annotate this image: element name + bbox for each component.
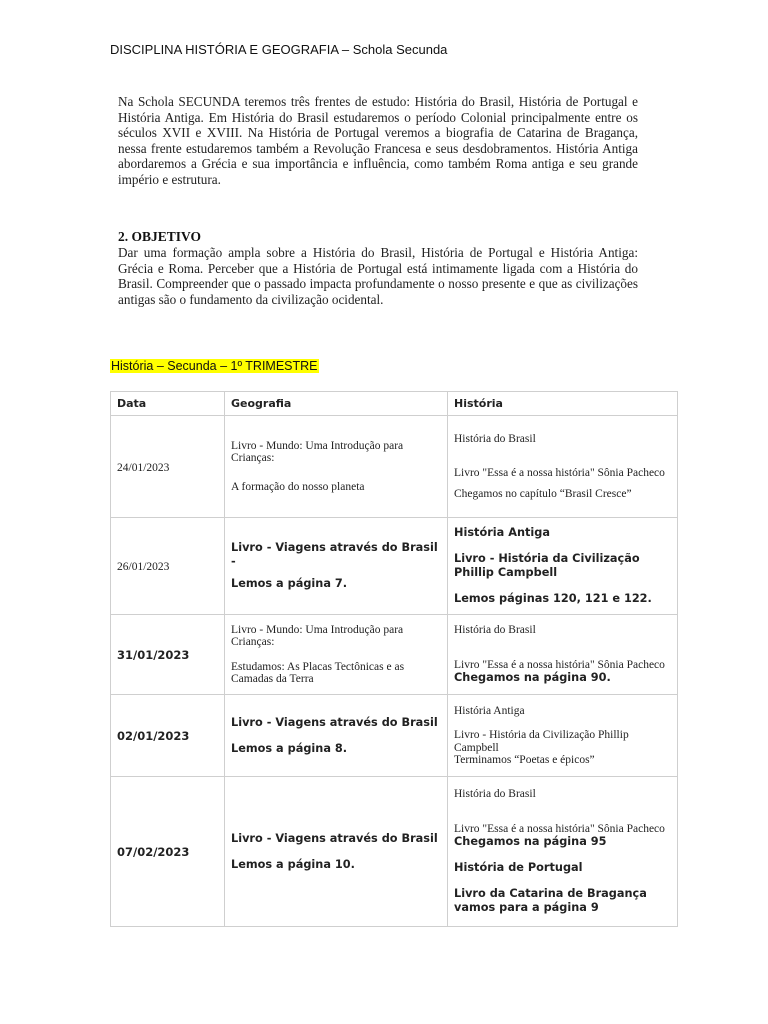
schedule-table xyxy=(110,391,678,927)
hist-progress: Terminamos “Poetas e épicos” xyxy=(454,754,595,766)
hist-subject-2: História de Portugal xyxy=(454,861,583,874)
objective-heading: 2. OBJETIVO xyxy=(118,229,201,244)
geo-topic: Lemos a página 8. xyxy=(231,741,348,755)
date-text: 02/01/2023 xyxy=(117,728,190,743)
geography-cell xyxy=(225,615,448,695)
geography-cell xyxy=(225,416,448,518)
hist-book: Livro "Essa é a nossa história" Sônia Pacheco xyxy=(454,822,665,835)
hist-subject: História do Brasil xyxy=(454,788,536,800)
geo-book: Livro - Mundo: Uma Introdução para Crianças: xyxy=(231,623,404,648)
hist-subject: História do Brasil xyxy=(454,624,536,636)
geo-topic: Estudamos: As Placas Tectônicas e as Camadas da Terra xyxy=(231,660,405,685)
date-cell xyxy=(111,695,225,777)
geography-cell xyxy=(225,695,448,777)
trimester-heading: História – Secunda – 1º TRIMESTRE xyxy=(111,359,318,373)
date-text: 31/01/2023 xyxy=(117,647,190,662)
date-cell xyxy=(111,416,225,518)
hist-progress: Chegamos no capítulo “Brasil Cresce” xyxy=(454,487,632,500)
hist-subject: História Antiga xyxy=(454,526,550,539)
intro-paragraph: Na Schola SECUNDA teremos três frentes de estudo: História do Brasil, História de Portugal e História Antiga. Em História do Brasil estudaremos o período Colonial principalmente entre os séculos XVII e XVIII. Na História de Portugal veremos a biografia de Catarina de Bragança, nessa frente estudaremos também a Revolução Francesa e seus desdobramentos. História Antiga abordaremos a Grécia e sua importância e influência, como também Roma antiga e seu grande império e estrutura. xyxy=(118,94,638,187)
geo-book: Livro - Viagens através do Brasil xyxy=(231,831,438,845)
geo-topic: A formação do nosso planeta xyxy=(231,480,365,493)
date-text: 26/01/2023 xyxy=(117,561,170,573)
hist-progress: Lemos páginas 120, 121 e 122. xyxy=(454,592,652,605)
geography-cell xyxy=(225,777,448,927)
hist-book: Livro "Essa é a nossa história" Sônia Pacheco xyxy=(454,658,665,671)
header-data: Data xyxy=(111,392,225,416)
geo-book: Livro - Mundo: Uma Introdução para Crianças: xyxy=(231,439,404,465)
hist-book: Livro - História da Civilização Phillip Campbell xyxy=(454,729,629,754)
table-row xyxy=(111,695,678,777)
hist-book-2: Livro da Catarina de Bragança vamos para a página 9 xyxy=(454,887,647,914)
hist-book: Livro - História da Civilização Phillip Campbell xyxy=(454,552,640,579)
date-cell xyxy=(111,518,225,615)
header-geografia: Geografia xyxy=(225,392,448,416)
date-cell xyxy=(111,615,225,695)
hist-subject: História do Brasil xyxy=(454,432,536,445)
hist-progress: Chegamos na página 90. xyxy=(454,671,611,684)
history-cell xyxy=(448,777,678,927)
table-row xyxy=(111,518,678,615)
history-cell xyxy=(448,416,678,518)
table-row xyxy=(111,416,678,518)
geography-cell xyxy=(225,518,448,615)
date-cell xyxy=(111,777,225,927)
hist-book: Livro "Essa é a nossa história" Sônia Pacheco xyxy=(454,467,665,480)
hist-subject: História Antiga xyxy=(454,704,525,717)
hist-progress: Chegamos na página 95 xyxy=(454,835,607,848)
geo-topic: Lemos a página 7. xyxy=(231,577,348,590)
table-header-row xyxy=(111,392,678,416)
history-cell xyxy=(448,518,678,615)
geo-topic: Lemos a página 10. xyxy=(231,857,355,871)
objective-paragraph: Dar uma formação ampla sobre a História do Brasil, História de Portugal e História Antiga: Grécia e Roma. Perceber que a História de Portugal está intimamente ligada com a História do Brasil. Compreender que o passado impacta profundamente o nosso presente e que as civilizações antigas são o fundamento da civilização ocidental. xyxy=(118,245,638,307)
table-row xyxy=(111,615,678,695)
geo-book: Livro - Viagens através do Brasil - xyxy=(231,541,438,568)
date-text: 24/01/2023 xyxy=(117,461,170,474)
geo-book: Livro - Viagens através do Brasil xyxy=(231,715,438,729)
history-cell xyxy=(448,615,678,695)
date-text: 07/02/2023 xyxy=(117,844,190,859)
document-header: DISCIPLINA HISTÓRIA E GEOGRAFIA – Schola Secunda xyxy=(110,42,448,57)
table-row xyxy=(111,777,678,927)
history-cell xyxy=(448,695,678,777)
header-historia: História xyxy=(448,392,678,416)
